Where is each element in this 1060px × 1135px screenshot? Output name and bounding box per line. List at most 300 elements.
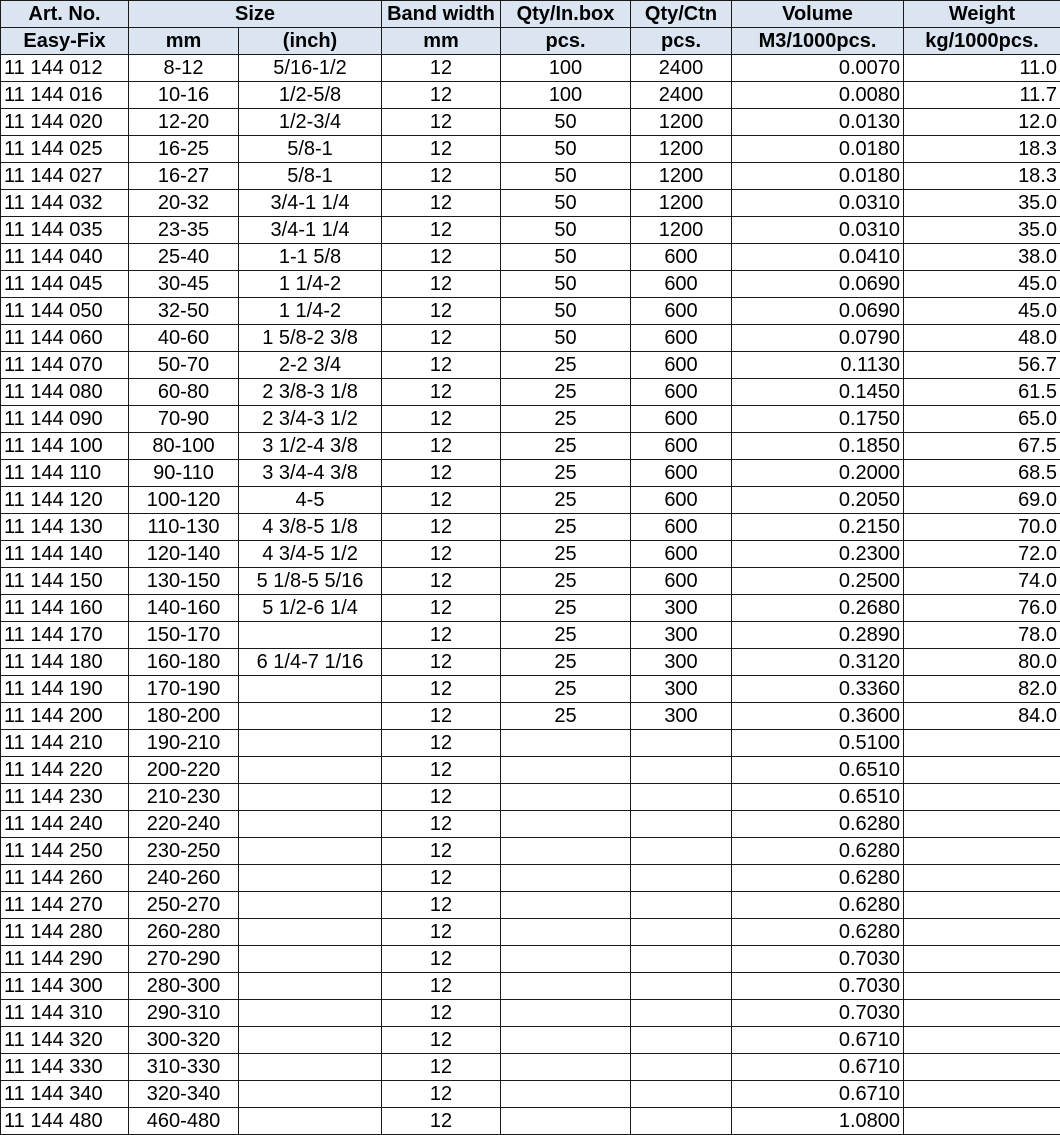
art-no-cell: 11 144 260 — [1, 865, 129, 892]
table-row — [1, 298, 1060, 325]
size-mm-cell: 60-80 — [129, 379, 239, 406]
qty-inbox-cell: 25 — [501, 703, 631, 730]
table-row — [1, 973, 1060, 1000]
qty-ctn-cell: 600 — [631, 460, 732, 487]
qty-inbox-cell — [501, 946, 631, 973]
header-size: Size — [129, 1, 382, 28]
qty-ctn-cell — [631, 811, 732, 838]
table-row — [1, 784, 1060, 811]
qty-inbox-cell: 50 — [501, 271, 631, 298]
qty-ctn-cell: 1200 — [631, 217, 732, 244]
art-no-cell: 11 144 020 — [1, 109, 129, 136]
volume-cell: 0.6510 — [732, 784, 904, 811]
table-row — [1, 352, 1060, 379]
qty-ctn-cell: 600 — [631, 379, 732, 406]
size-mm-cell: 80-100 — [129, 433, 239, 460]
volume-cell: 0.2500 — [732, 568, 904, 595]
header-row-titles — [1, 1, 1060, 28]
qty-inbox-cell: 50 — [501, 217, 631, 244]
size-mm-cell: 460-480 — [129, 1108, 239, 1135]
header-row-units — [1, 28, 1060, 55]
size-inch-cell — [239, 784, 382, 811]
qty-ctn-cell: 600 — [631, 487, 732, 514]
table-row — [1, 865, 1060, 892]
size-mm-cell: 16-27 — [129, 163, 239, 190]
band-width-cell: 12 — [382, 514, 501, 541]
table-row — [1, 757, 1060, 784]
band-width-cell: 12 — [382, 649, 501, 676]
qty-ctn-cell: 1200 — [631, 190, 732, 217]
size-mm-cell: 30-45 — [129, 271, 239, 298]
band-width-cell: 12 — [382, 1054, 501, 1081]
art-no-cell: 11 144 180 — [1, 649, 129, 676]
size-mm-cell: 190-210 — [129, 730, 239, 757]
volume-cell: 0.0180 — [732, 136, 904, 163]
header-weight-unit: kg/1000pcs. — [904, 28, 1060, 55]
weight-cell: 78.0 — [904, 622, 1060, 649]
volume-cell: 0.0310 — [732, 217, 904, 244]
volume-cell: 0.0790 — [732, 325, 904, 352]
qty-inbox-cell: 50 — [501, 298, 631, 325]
size-mm-cell: 10-16 — [129, 82, 239, 109]
weight-cell: 35.0 — [904, 190, 1060, 217]
weight-cell: 69.0 — [904, 487, 1060, 514]
size-mm-cell: 300-320 — [129, 1027, 239, 1054]
band-width-cell: 12 — [382, 892, 501, 919]
size-mm-cell: 230-250 — [129, 838, 239, 865]
table-row — [1, 190, 1060, 217]
size-mm-cell: 110-130 — [129, 514, 239, 541]
qty-inbox-cell: 25 — [501, 541, 631, 568]
size-mm-cell: 220-240 — [129, 811, 239, 838]
volume-cell: 0.0130 — [732, 109, 904, 136]
qty-ctn-cell: 600 — [631, 433, 732, 460]
volume-cell: 0.7030 — [732, 973, 904, 1000]
size-mm-cell: 32-50 — [129, 298, 239, 325]
volume-cell: 0.2680 — [732, 595, 904, 622]
weight-cell — [904, 838, 1060, 865]
weight-cell: 82.0 — [904, 676, 1060, 703]
size-inch-cell: 2 3/4-3 1/2 — [239, 406, 382, 433]
band-width-cell: 12 — [382, 919, 501, 946]
size-inch-cell: 2 3/8-3 1/8 — [239, 379, 382, 406]
qty-ctn-cell — [631, 919, 732, 946]
header-easy-fix: Easy-Fix — [1, 28, 129, 55]
weight-cell: 84.0 — [904, 703, 1060, 730]
size-mm-cell: 12-20 — [129, 109, 239, 136]
header-size-inch: (inch) — [239, 28, 382, 55]
art-no-cell: 11 144 300 — [1, 973, 129, 1000]
qty-ctn-cell — [631, 1027, 732, 1054]
weight-cell: 38.0 — [904, 244, 1060, 271]
art-no-cell: 11 144 035 — [1, 217, 129, 244]
weight-cell — [904, 1054, 1060, 1081]
size-inch-cell: 1/2-3/4 — [239, 109, 382, 136]
qty-inbox-cell — [501, 1027, 631, 1054]
size-inch-cell — [239, 730, 382, 757]
size-inch-cell: 4 3/8-5 1/8 — [239, 514, 382, 541]
size-mm-cell: 200-220 — [129, 757, 239, 784]
weight-cell — [904, 757, 1060, 784]
volume-cell: 0.2050 — [732, 487, 904, 514]
weight-cell — [904, 1081, 1060, 1108]
volume-cell: 0.6510 — [732, 757, 904, 784]
art-no-cell: 11 144 280 — [1, 919, 129, 946]
art-no-cell: 11 144 025 — [1, 136, 129, 163]
weight-cell: 45.0 — [904, 271, 1060, 298]
qty-inbox-cell — [501, 730, 631, 757]
band-width-cell: 12 — [382, 1000, 501, 1027]
table-row — [1, 595, 1060, 622]
band-width-cell: 12 — [382, 82, 501, 109]
size-mm-cell: 250-270 — [129, 892, 239, 919]
size-mm-cell: 25-40 — [129, 244, 239, 271]
band-width-cell: 12 — [382, 352, 501, 379]
table-row — [1, 1054, 1060, 1081]
qty-inbox-cell — [501, 1054, 631, 1081]
header-art-no: Art. No. — [1, 1, 129, 28]
size-mm-cell: 270-290 — [129, 946, 239, 973]
band-width-cell: 12 — [382, 109, 501, 136]
size-mm-cell: 180-200 — [129, 703, 239, 730]
size-inch-cell — [239, 865, 382, 892]
size-mm-cell: 320-340 — [129, 1081, 239, 1108]
qty-ctn-cell: 1200 — [631, 136, 732, 163]
qty-inbox-cell — [501, 973, 631, 1000]
art-no-cell: 11 144 250 — [1, 838, 129, 865]
qty-ctn-cell — [631, 1000, 732, 1027]
qty-inbox-cell: 25 — [501, 622, 631, 649]
qty-ctn-cell: 600 — [631, 298, 732, 325]
qty-inbox-cell — [501, 811, 631, 838]
qty-ctn-cell — [631, 892, 732, 919]
qty-inbox-cell: 100 — [501, 55, 631, 82]
band-width-cell: 12 — [382, 838, 501, 865]
weight-cell: 70.0 — [904, 514, 1060, 541]
weight-cell: 72.0 — [904, 541, 1060, 568]
table-row — [1, 109, 1060, 136]
weight-cell — [904, 973, 1060, 1000]
weight-cell — [904, 730, 1060, 757]
band-width-cell: 12 — [382, 298, 501, 325]
band-width-cell: 12 — [382, 703, 501, 730]
size-inch-cell — [239, 838, 382, 865]
qty-inbox-cell: 25 — [501, 352, 631, 379]
art-no-cell: 11 144 027 — [1, 163, 129, 190]
weight-cell: 65.0 — [904, 406, 1060, 433]
size-mm-cell: 150-170 — [129, 622, 239, 649]
art-no-cell: 11 144 210 — [1, 730, 129, 757]
size-inch-cell — [239, 1108, 382, 1135]
weight-cell: 35.0 — [904, 217, 1060, 244]
weight-cell — [904, 784, 1060, 811]
table-row — [1, 406, 1060, 433]
weight-cell — [904, 865, 1060, 892]
size-mm-cell: 160-180 — [129, 649, 239, 676]
qty-ctn-cell — [631, 1108, 732, 1135]
weight-cell: 61.5 — [904, 379, 1060, 406]
art-no-cell: 11 144 080 — [1, 379, 129, 406]
weight-cell — [904, 1027, 1060, 1054]
band-width-cell: 12 — [382, 973, 501, 1000]
table-row — [1, 1108, 1060, 1135]
volume-cell: 0.7030 — [732, 946, 904, 973]
qty-ctn-cell: 600 — [631, 541, 732, 568]
volume-cell: 0.0070 — [732, 55, 904, 82]
size-inch-cell — [239, 1081, 382, 1108]
qty-inbox-cell: 25 — [501, 379, 631, 406]
volume-cell: 0.3120 — [732, 649, 904, 676]
volume-cell: 0.5100 — [732, 730, 904, 757]
size-mm-cell: 16-25 — [129, 136, 239, 163]
qty-inbox-cell: 25 — [501, 406, 631, 433]
qty-ctn-cell — [631, 1081, 732, 1108]
qty-inbox-cell — [501, 838, 631, 865]
table-row — [1, 892, 1060, 919]
size-inch-cell: 3 3/4-4 3/8 — [239, 460, 382, 487]
band-width-cell: 12 — [382, 406, 501, 433]
qty-inbox-cell: 25 — [501, 649, 631, 676]
weight-cell: 76.0 — [904, 595, 1060, 622]
weight-cell: 56.7 — [904, 352, 1060, 379]
volume-cell: 1.0800 — [732, 1108, 904, 1135]
volume-cell: 0.2890 — [732, 622, 904, 649]
size-mm-cell: 70-90 — [129, 406, 239, 433]
art-no-cell: 11 144 270 — [1, 892, 129, 919]
size-mm-cell: 210-230 — [129, 784, 239, 811]
art-no-cell: 11 144 100 — [1, 433, 129, 460]
header-size-mm: mm — [129, 28, 239, 55]
art-no-cell: 11 144 070 — [1, 352, 129, 379]
art-no-cell: 11 144 200 — [1, 703, 129, 730]
band-width-cell: 12 — [382, 55, 501, 82]
weight-cell: 80.0 — [904, 649, 1060, 676]
size-mm-cell: 310-330 — [129, 1054, 239, 1081]
size-inch-cell: 2-2 3/4 — [239, 352, 382, 379]
art-no-cell: 11 144 120 — [1, 487, 129, 514]
art-no-cell: 11 144 060 — [1, 325, 129, 352]
size-inch-cell — [239, 703, 382, 730]
band-width-cell: 12 — [382, 595, 501, 622]
header-qty-ctn: Qty/Ctn — [631, 1, 732, 28]
art-no-cell: 11 144 016 — [1, 82, 129, 109]
band-width-cell: 12 — [382, 379, 501, 406]
art-no-cell: 11 144 170 — [1, 622, 129, 649]
table-row — [1, 703, 1060, 730]
weight-cell — [904, 811, 1060, 838]
qty-ctn-cell: 600 — [631, 568, 732, 595]
qty-ctn-cell: 600 — [631, 271, 732, 298]
qty-ctn-cell: 300 — [631, 649, 732, 676]
qty-ctn-cell — [631, 838, 732, 865]
size-inch-cell: 3 1/2-4 3/8 — [239, 433, 382, 460]
qty-ctn-cell: 1200 — [631, 109, 732, 136]
art-no-cell: 11 144 480 — [1, 1108, 129, 1135]
qty-ctn-cell: 300 — [631, 676, 732, 703]
volume-cell: 0.6710 — [732, 1027, 904, 1054]
qty-ctn-cell: 300 — [631, 622, 732, 649]
qty-inbox-cell: 50 — [501, 136, 631, 163]
table-row — [1, 568, 1060, 595]
volume-cell: 0.0180 — [732, 163, 904, 190]
band-width-cell: 12 — [382, 325, 501, 352]
size-inch-cell: 1/2-5/8 — [239, 82, 382, 109]
size-mm-cell: 170-190 — [129, 676, 239, 703]
size-inch-cell — [239, 757, 382, 784]
table-row — [1, 271, 1060, 298]
weight-cell: 11.0 — [904, 55, 1060, 82]
weight-cell: 12.0 — [904, 109, 1060, 136]
qty-inbox-cell: 100 — [501, 82, 631, 109]
qty-inbox-cell: 50 — [501, 244, 631, 271]
art-no-cell: 11 144 032 — [1, 190, 129, 217]
size-inch-cell — [239, 1027, 382, 1054]
qty-ctn-cell: 600 — [631, 244, 732, 271]
qty-ctn-cell — [631, 946, 732, 973]
size-inch-cell — [239, 1000, 382, 1027]
table-row — [1, 676, 1060, 703]
qty-inbox-cell — [501, 865, 631, 892]
qty-ctn-cell — [631, 973, 732, 1000]
art-no-cell: 11 144 160 — [1, 595, 129, 622]
volume-cell: 0.6280 — [732, 919, 904, 946]
qty-ctn-cell — [631, 757, 732, 784]
volume-cell: 0.2300 — [732, 541, 904, 568]
qty-inbox-cell — [501, 1081, 631, 1108]
size-mm-cell: 20-32 — [129, 190, 239, 217]
qty-ctn-cell — [631, 865, 732, 892]
weight-cell: 11.7 — [904, 82, 1060, 109]
size-mm-cell: 8-12 — [129, 55, 239, 82]
qty-inbox-cell: 25 — [501, 433, 631, 460]
band-width-cell: 12 — [382, 568, 501, 595]
table-row — [1, 460, 1060, 487]
qty-ctn-cell — [631, 784, 732, 811]
band-width-cell: 12 — [382, 271, 501, 298]
size-inch-cell: 4 3/4-5 1/2 — [239, 541, 382, 568]
qty-inbox-cell — [501, 1000, 631, 1027]
volume-cell: 0.0410 — [732, 244, 904, 271]
volume-cell: 0.0080 — [732, 82, 904, 109]
size-inch-cell: 3/4-1 1/4 — [239, 190, 382, 217]
size-mm-cell: 260-280 — [129, 919, 239, 946]
band-width-cell: 12 — [382, 1027, 501, 1054]
art-no-cell: 11 144 340 — [1, 1081, 129, 1108]
qty-inbox-cell: 25 — [501, 514, 631, 541]
art-no-cell: 11 144 090 — [1, 406, 129, 433]
art-no-cell: 11 144 220 — [1, 757, 129, 784]
size-inch-cell: 5/16-1/2 — [239, 55, 382, 82]
volume-cell: 0.0310 — [732, 190, 904, 217]
qty-inbox-cell: 25 — [501, 487, 631, 514]
band-width-cell: 12 — [382, 190, 501, 217]
band-width-cell: 12 — [382, 1081, 501, 1108]
size-inch-cell: 1 1/4-2 — [239, 271, 382, 298]
art-no-cell: 11 144 040 — [1, 244, 129, 271]
table-row — [1, 1000, 1060, 1027]
table-row — [1, 433, 1060, 460]
qty-inbox-cell: 25 — [501, 568, 631, 595]
band-width-cell: 12 — [382, 217, 501, 244]
header-qty-ctn-unit: pcs. — [631, 28, 732, 55]
size-inch-cell: 1-1 5/8 — [239, 244, 382, 271]
size-mm-cell: 40-60 — [129, 325, 239, 352]
header-qty-inbox: Qty/In.box — [501, 1, 631, 28]
size-inch-cell — [239, 811, 382, 838]
volume-cell: 0.6280 — [732, 811, 904, 838]
volume-cell: 0.2000 — [732, 460, 904, 487]
table-row — [1, 838, 1060, 865]
weight-cell — [904, 919, 1060, 946]
qty-ctn-cell: 1200 — [631, 163, 732, 190]
qty-inbox-cell — [501, 1108, 631, 1135]
size-mm-cell: 100-120 — [129, 487, 239, 514]
weight-cell: 48.0 — [904, 325, 1060, 352]
table-body — [1, 55, 1060, 1135]
band-width-cell: 12 — [382, 244, 501, 271]
art-no-cell: 11 144 045 — [1, 271, 129, 298]
qty-inbox-cell: 50 — [501, 190, 631, 217]
size-inch-cell — [239, 892, 382, 919]
table-row — [1, 1027, 1060, 1054]
header-volume-unit: M3/1000pcs. — [732, 28, 904, 55]
art-no-cell: 11 144 140 — [1, 541, 129, 568]
volume-cell: 0.1850 — [732, 433, 904, 460]
qty-inbox-cell: 25 — [501, 595, 631, 622]
qty-inbox-cell — [501, 784, 631, 811]
band-width-cell: 12 — [382, 1108, 501, 1135]
band-width-cell: 12 — [382, 163, 501, 190]
size-mm-cell: 50-70 — [129, 352, 239, 379]
volume-cell: 0.1750 — [732, 406, 904, 433]
size-inch-cell: 1 5/8-2 3/8 — [239, 325, 382, 352]
weight-cell: 45.0 — [904, 298, 1060, 325]
weight-cell — [904, 946, 1060, 973]
table-row — [1, 325, 1060, 352]
art-no-cell: 11 144 130 — [1, 514, 129, 541]
volume-cell: 0.6280 — [732, 838, 904, 865]
band-width-cell: 12 — [382, 433, 501, 460]
table-row — [1, 649, 1060, 676]
size-inch-cell: 5/8-1 — [239, 163, 382, 190]
band-width-cell: 12 — [382, 757, 501, 784]
table-row — [1, 622, 1060, 649]
band-width-cell: 12 — [382, 460, 501, 487]
qty-inbox-cell: 50 — [501, 325, 631, 352]
table-row — [1, 163, 1060, 190]
weight-cell — [904, 1108, 1060, 1135]
weight-cell: 74.0 — [904, 568, 1060, 595]
qty-inbox-cell: 50 — [501, 163, 631, 190]
qty-ctn-cell: 600 — [631, 514, 732, 541]
volume-cell: 0.1450 — [732, 379, 904, 406]
qty-ctn-cell — [631, 1054, 732, 1081]
table-row — [1, 82, 1060, 109]
band-width-cell: 12 — [382, 811, 501, 838]
art-no-cell: 11 144 240 — [1, 811, 129, 838]
size-mm-cell: 280-300 — [129, 973, 239, 1000]
size-mm-cell: 23-35 — [129, 217, 239, 244]
table-row — [1, 919, 1060, 946]
volume-cell: 0.3360 — [732, 676, 904, 703]
volume-cell: 0.3600 — [732, 703, 904, 730]
art-no-cell: 11 144 050 — [1, 298, 129, 325]
qty-ctn-cell: 600 — [631, 325, 732, 352]
table-row — [1, 55, 1060, 82]
band-width-cell: 12 — [382, 730, 501, 757]
size-mm-cell: 140-160 — [129, 595, 239, 622]
qty-inbox-cell — [501, 892, 631, 919]
